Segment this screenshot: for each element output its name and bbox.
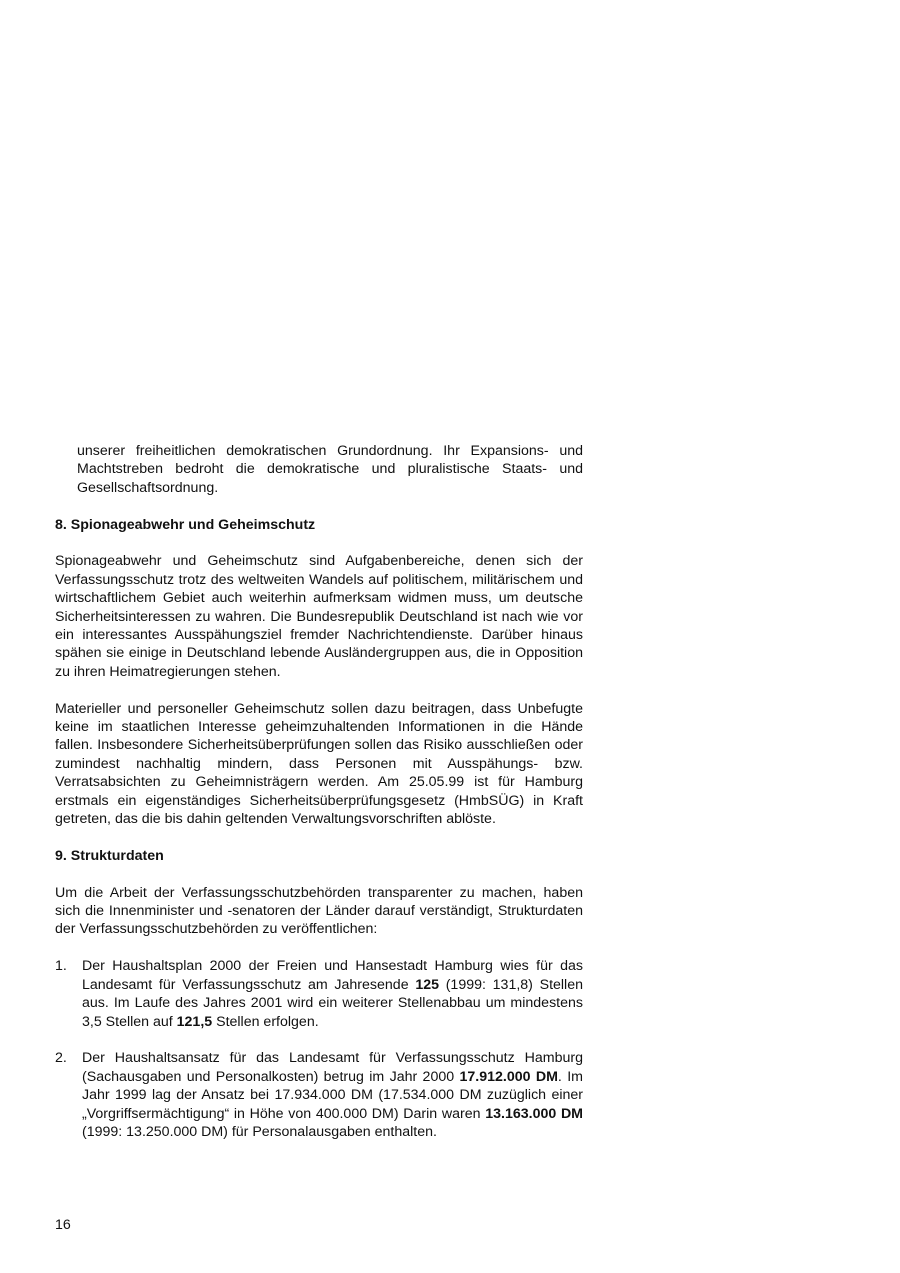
section-8-paragraph-1: Spionageabwehr und Geheimschutz sind Aufgabenbereiche, denen sich der Verfassungsschutz trotz des weltweiten Wandels auf politischem, militärischem und wirtschaftlichem Gebiet auch weiterhin aufmerksam widmen muss, um deutsche Sicherheitsinteressen zu wahren. Die Bundesrepublik Deutschland ist nach wie vor ein interessantes Ausspähungsziel fremder Nachrichtendienste. Darüber hinaus spähen sie einige in Deutschland lebende Ausländergruppen aus, die in Opposition zu ihren Heimatregierungen stehen. [55,553,583,680]
staff-count-2000: 125 [415,976,439,993]
section-8-paragraph-2: Materieller und personeller Geheimschutz sollen dazu beitragen, dass Unbefugte keine im staatlichen Interesse geheimzuhaltenden Informationen in die Hände fallen. Insbesondere Sicherheitsüberprüfungen sollen das Risiko ausschließen oder zumindest nachhaltig mindern, dass Personen mit Ausspähungs- bzw. Verratsabsichten zu Geheimnisträgern werden. Am 25.05.99 ist für Hamburg erstmals ein eigenständiges Sicherheitsüberprüfungsgesetz (HmbSÜG) in Kraft getreten, das die bis dahin geltenden Verwaltungsvorschriften ablöste. [55,700,583,828]
list-item-text: Der Haushaltsansatz für das Landesamt für Verfassungsschutz Hamburg (Sachausgaben und Personalkosten) betrug im Jahr 2000 17.912.000 DM. Im Jahr 1999 lag der Ansatz bei 17.934.000 DM (17.534.000 DM zuzüglich einer „Vorgriffsermächtigung“ in Höhe von 400.000 DM) Darin waren 13.163.000 DM (1999: 13.250.000 DM) für Personalausgaben enthalten. [82,1050,584,1140]
section-8-heading: 8. Spionageabwehr und Geheimschutz [55,516,316,533]
list-item-text: Der Haushaltsplan 2000 der Freien und Hansestadt Hamburg wies für das Landesamt für Verfassungsschutz am Jahresende 125 (1999: 131,8) Stellen aus. Im Laufe des Jahres 2001 wird ein weiterer Stellenabbau um mindestens 3,5 Stellen auf 121,5 Stellen erfolgen. [82,958,583,1030]
personnel-costs-2000: 13.163.000 DM [485,1105,584,1122]
body-text [55,442,583,1160]
list-item-number: 2. [55,1050,67,1067]
budget-2000: 17.912.000 DM [459,1068,558,1085]
structure-data-list [55,957,583,1141]
list-item [55,1049,583,1141]
list-item-number: 1. [55,958,67,975]
page-number: 16 [55,1217,71,1233]
staff-count-2001: 121,5 [176,1013,213,1030]
section-9-heading: 9. Strukturdaten [55,847,164,864]
section-9-intro: Um die Arbeit der Verfassungsschutzbehörden transparenter zu machen, haben sich die Innenminister und -senatoren der Länder darauf verständigt, Strukturdaten der Verfassungsschutzbehörden zu veröffentlichen: [55,884,583,938]
list-item [55,957,583,1031]
intro-paragraph: unserer freiheitlichen demokratischen Grundordnung. Ihr Expansions- und Machtstreben bedroht die demokratische und pluralistische Staats- und Gesellschaftsordnung. [77,443,583,496]
